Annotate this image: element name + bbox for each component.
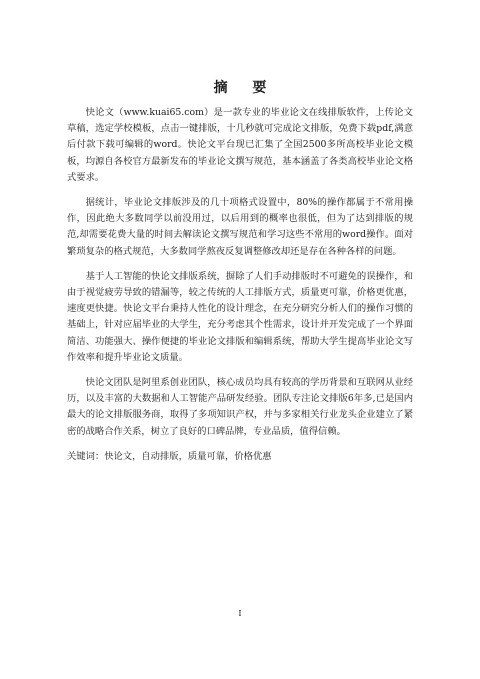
abstract-paragraph-2: 据统计，毕业论文排版涉及的几十项格式设置中，80%的操作都属于不常用操作，因此绝大多数同学以前没用过，以后用到的概率也很低，但为了达到排版的规范,却需要花费大量的时间去解读论文撰写规范和学习这些不常用的word操作。面对繁琐复杂的格式规范，大多数同学熬夜反复调整修改却还是存在各种各样的问题。 (67, 197, 413, 257)
abstract-body (67, 105, 413, 465)
abstract-paragraph-4: 快论文团队是阿里系创业团队，核心成员均具有较高的学历背景和互联网从业经历，以及丰富的大数据和人工智能产品研发经验。团队专注论文排版6年多,已是国内最大的论文排版服务商，取得了多项知识产权，并与多家相关行业龙头企业建立了紧密的战略合作关系，树立了良好的口碑品牌，专业品质，值得信赖。 (67, 377, 413, 437)
page-number: I (238, 609, 242, 618)
abstract-title: 摘 要 (213, 80, 277, 96)
abstract-paragraph-3: 基于人工智能的快论文排版系统，摒除了人们手动排版时不可避免的误操作，和由于视觉疲劳导致的错漏等，较之传统的人工排版方式，质量更可靠，价格更优惠，速度更快捷。快论文平台秉持人性化的设计理念，在充分研究分析人们的操作习惯的基础上，针对应届毕业的大学生，充分考虑其个性需求，设计并开发完成了一个界面简洁、功能强大、操作便捷的毕业论文排版和编辑系统，帮助大学生提高毕业论文写作效率和提升毕业论文质量。 (67, 270, 413, 363)
keywords-line: 关键词：快论文，自动排版，质量可靠，价格优惠 (67, 450, 272, 462)
abstract-paragraph-1: 快论文（www.kuai65.com）是一款专业的毕业论文在线排版软件，上传论文草稿，选定学校模板，点击一键排版，十几秒就可完成论文排版，免费下载pdf,满意后付款下载可编辑的word。快论文平台现已汇集了全国2500多所高校毕业论文模板，均源自各校官方最新发布的毕业论文撰写规范，基本涵盖了各类高校毕业论文格式要求。 (67, 107, 413, 183)
